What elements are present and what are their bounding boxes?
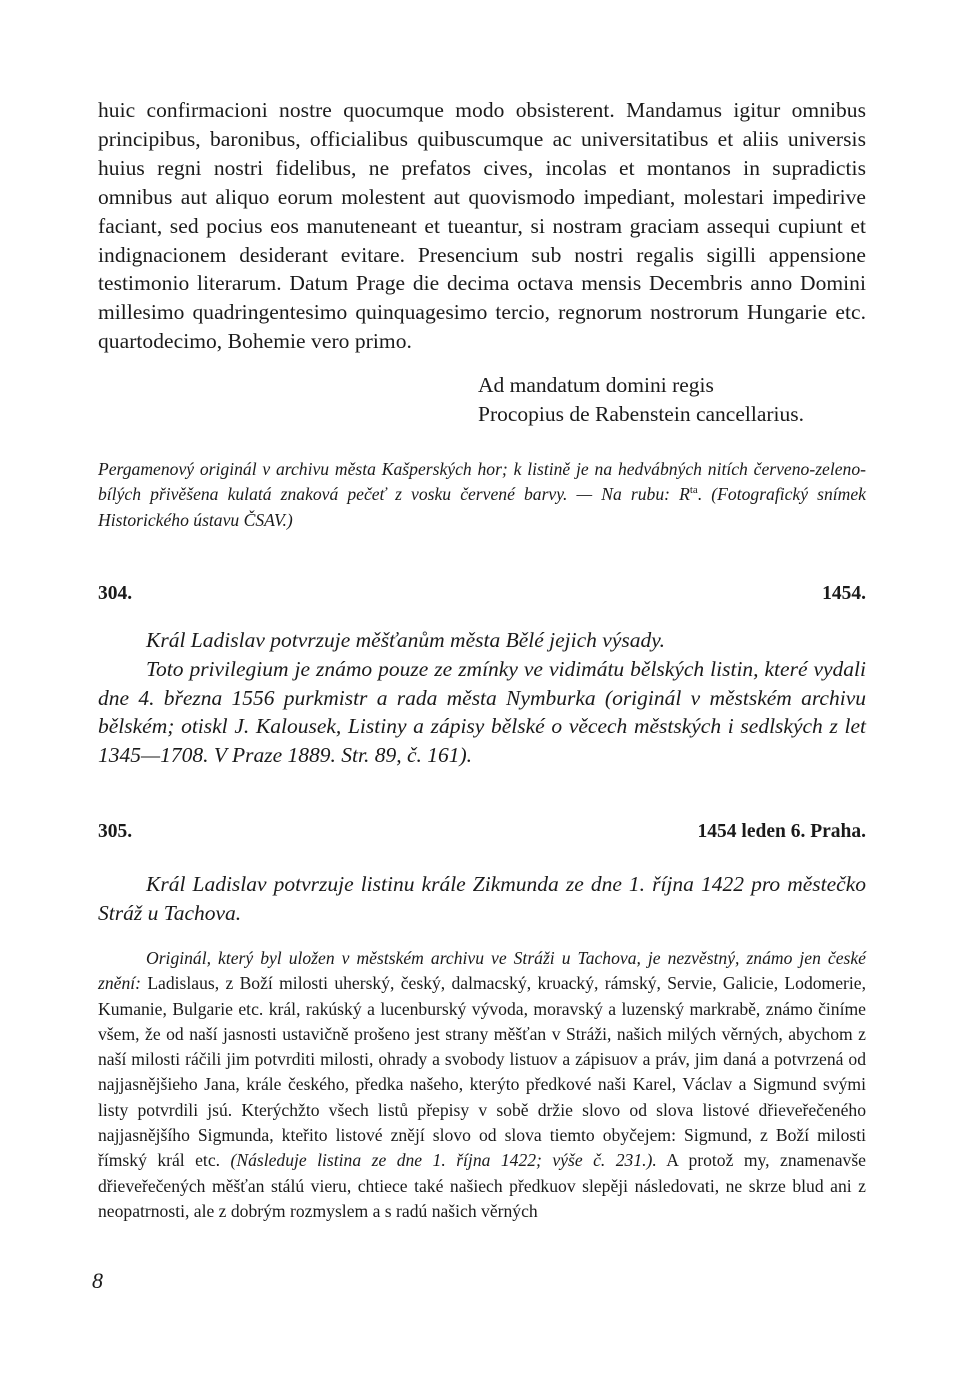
note-303-text: Pergamenový originál v archivu města Kašperských hor; k listině je na hedvábných nitích červeno-zeleno-bílých přivěšena kulatá znaková pečeť z vosku červené barvy. — Na rubu: R bbox=[98, 459, 866, 505]
entry-305-note bbox=[98, 946, 866, 1224]
signature-line-1: Ad mandatum domini regis bbox=[478, 373, 714, 397]
entry-304-regest: Král Ladislav potvrzuje měšťanům města Bělé jejich výsady. bbox=[146, 628, 665, 652]
charter-text: huic confirmacioni nostre quocumque modo obsisterent. Mandamus igitur omnibus principibus, baronibus, officialibus quibuscumque ac universitatibus et aliis universis huius regni nostri fidelibus, ne prefatos cives, incolas et montanos in supradictis omnibus aut aliquo eorum molestent aut quovismodo impediant, molestari impedirive faciant, sed pocius eos manuteneant et tueantur, si nostram graciam assequi cupiunt et indignacionem desiderant evitare. Presencium sub nostri regalis sigilli appensione testimonio literarum. Datum Prage die decima octava mensis Decembris anno Domini millesimo quadringentesimo quinquagesimo tercio, regnorum nostrorum Hungarie etc. quartodecimo, Bohemie vero primo. bbox=[98, 98, 866, 354]
archival-note-303 bbox=[98, 457, 866, 533]
entry-305-number: 305. bbox=[98, 821, 133, 842]
entry-304-date: 1454. bbox=[822, 583, 866, 604]
note-305-text-end: A protož my, znamenavše dřieveřečených měšťan stálú vieru, chtiece také našiech předkuov slepěji následovati, ne skrze blud ani z neopatrnosti, ale z dobrým rozmyslem a s radú našich věrných bbox=[98, 1150, 866, 1221]
note-305-text: Ladislaus, z Boží milosti uherský, český, dalmacský, krυacký, rámský, Servie, Galicie, Lodomerie, Kumanie, Bulgarie etc. král, rakúský a lucenburský vývoda, moravský a luzenský markrabě, známo činíme všem, že od naší jasnosti ustavičně prošeno jest strany měšťan v Stráži, našich milých věrných, abychom z naší milosti ráčili jim potvrditi milosti, ohrady a svobody listuov a zápisuov a práv, jim daná a potvrzená od najjasnějšieho Jana, krále českého, předka našeho, kterýto předkové naši Karel, Václav a Sigmund svými listy potvrdili jsú. Kterýchžto všech listů přepisy v sobě držie slovo od slova listové dřieveřečeného najjasnějšího Sigmunda, kteřito listové znějí slovo od slova tiemto obyčejem: Sigmund, z Boží milosti římský král etc. bbox=[98, 973, 866, 1171]
note-303-superscript: ta bbox=[689, 484, 698, 497]
entry-304-number: 304. bbox=[98, 583, 133, 604]
note-303-source: . (Fotografický snímek Historického ústavu ČSAV.) bbox=[98, 484, 866, 530]
entry-305-regest: Král Ladislav potvrzuje listinu krále Zikmunda ze dne 1. října 1422 pro městečko Stráž u Tachova. bbox=[98, 872, 866, 925]
signature-line-2: Procopius de Rabenstein cancellarius. bbox=[478, 402, 804, 426]
note-305-intro: Originál, který byl uložen v městském archivu ve Stráži u Tachova, je nezvěstný, známo jen české znění: bbox=[98, 948, 866, 994]
note-305-reference: (Následuje listina ze dne 1. října 1422; výše č. 231.). bbox=[230, 1150, 657, 1171]
entry-305-date: 1454 leden 6. Praha. bbox=[697, 821, 866, 842]
page-number: 8 bbox=[92, 1268, 103, 1293]
entry-304-comment: Toto privilegium je známo pouze ze zmínky ve vidimátu bělských listin, které vydali dne 4. března 1556 purkmistr a rada města Nymburka (originál v městském archivu bělském; otiskl J. Kalousek, Listiny a zápisy bělské o věcech městských i sedlských z let 1345—1708. V Praze 1889. Str. 89, č. 161). bbox=[98, 657, 866, 767]
